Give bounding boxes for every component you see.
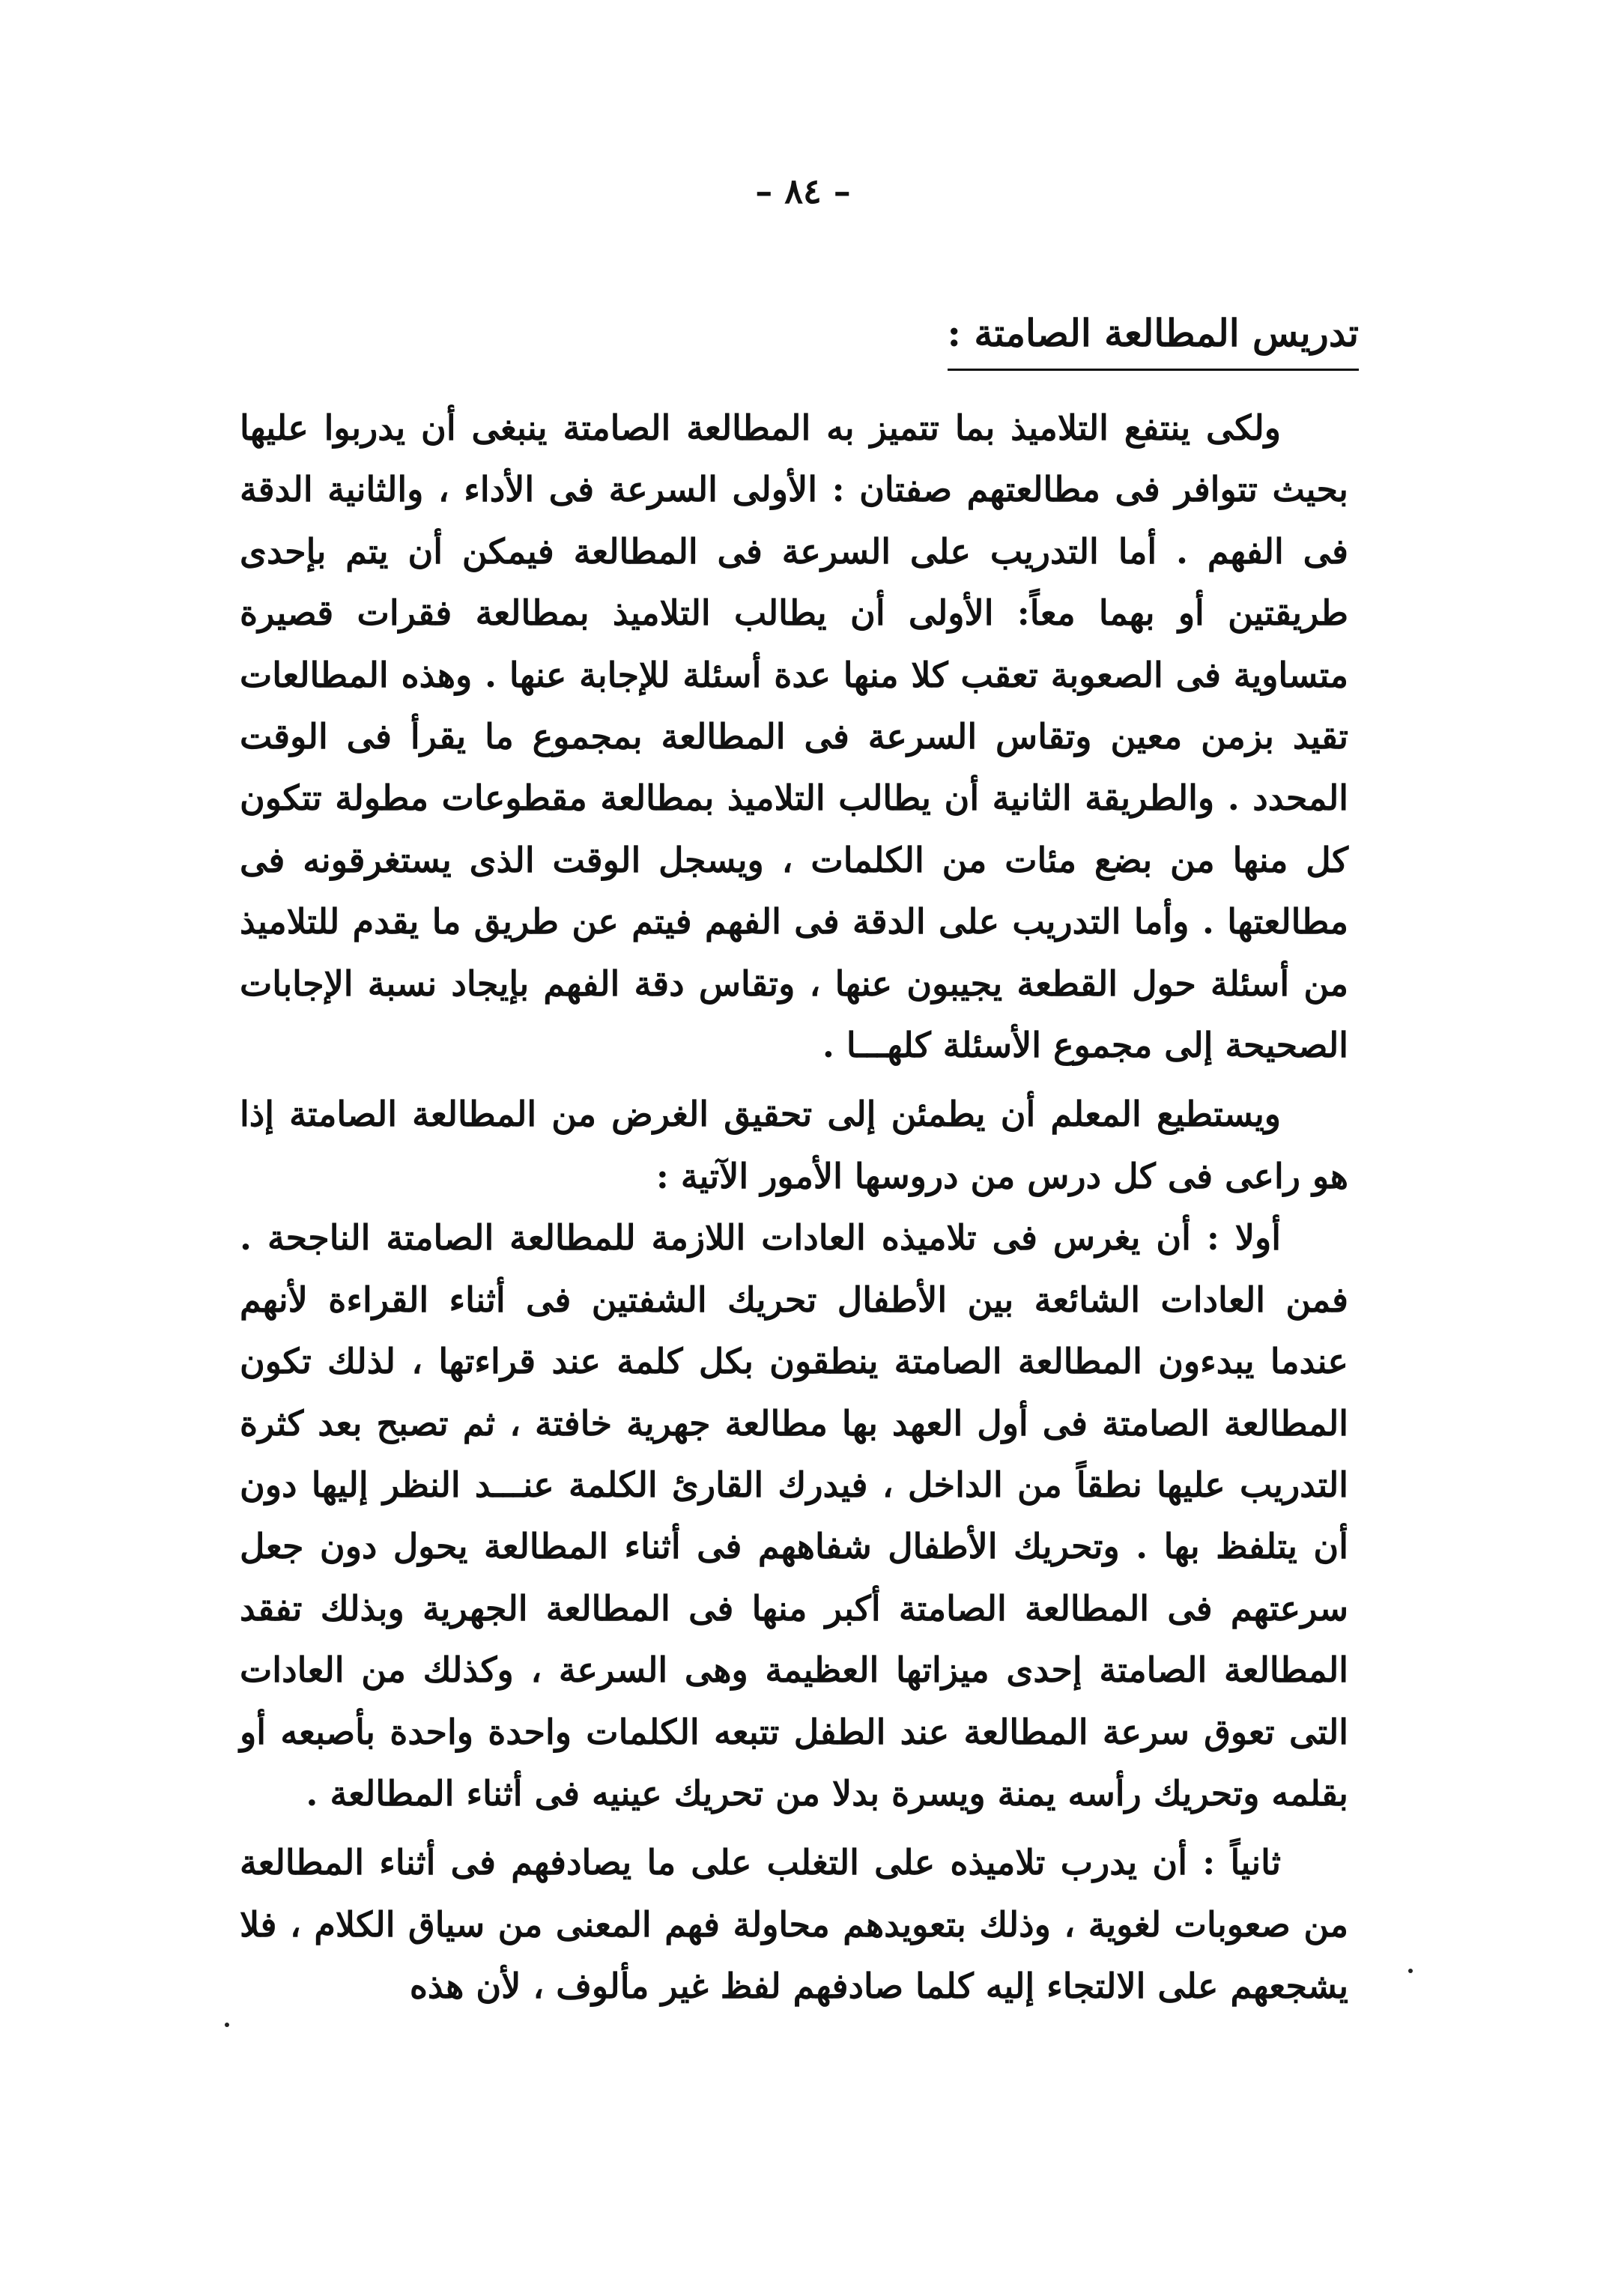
paragraph-teacher-goals: ويستطيع المعلم أن يطمئن إلى تحقيق الغرض من المطالعة الصامتة إذا هو راعى فى كل درس من دروسها الأمور الآتية : — [240, 1094, 1348, 1196]
paragraph-first-point: أولا : أن يغرس فى تلاميذه العادات اللازمة للمطالعة الصامتة الناجحة . فمن العادات الشائعة بين الأطفال تحريك الشفتين فى أثناء القراءة لأنهم عندما يبدءون المطالعة الصامتة ينطقون بكل كلمة عند قراءتها ، لذلك تكون المطالعة الصامتة فى أول العهد بها مطالعة جهرية خافتة ، ثم تصبح بعد كثرة التدريب عليها نطقاً من الداخل ، فيدرك القارئ الكلمة عنـــد النظر إليها دون أن يتلفظ بها . وتحريك الأطفال شفاههم فى أثناء المطالعة يحول دون جعل سرعتهم فى المطالعة الصامتة أكبر منها فى المطالعة الجهرية وبذلك تفقد المطالعة الصامتة إحدى ميزاتها العظيمة وهى السرعة ، وكذلك من العادات التى تعوق سرعة المطالعة عند الطفل تتبعه الكلمات واحدة واحدة بأصبعه أو بقلمه وتحريك رأسه يمنة ويسرة بدلا من تحريك عينيه فى أثناء المطالعة . — [240, 1217, 1348, 1814]
ink-speck — [225, 2023, 229, 2027]
body-text — [240, 397, 1348, 2017]
ink-speck — [1408, 1969, 1413, 1973]
section-heading: تدريس المطالعة الصامتة : — [948, 300, 1360, 371]
paragraph-second-point: ثانياً : أن يدرب تلاميذه على التغلب على ما يصادفهم فى أثناء المطالعة من صعوبات لغوية ، وذلك بتعويدهم محاولة فهم المعنى من سياق الكلام ، فلا يشجعهم على الالتجاء إليه كلما صادفهم لفظ غير مألوف ، لأن هذه — [240, 1842, 1348, 2007]
page-number: – ٨٤ – — [755, 171, 851, 211]
paragraph-silent-reading-training: ولكى ينتفع التلاميذ بما تتميز به المطالعة الصامتة ينبغى أن يدربوا عليها بحيث تتوافر فى مطالعتهم صفتان : الأولى السرعة فى الأداء ، والثانية الدقة فى الفهم . أما التدريب على السرعة فى المطالعة فيمكن أن يتم بإحدى طريقتين أو بهما معاً: الأولى أن يطالب التلاميذ بمطالعة فقرات قصيرة متساوية فى الصعوبة تعقب كلا منها عدة أسئلة للإجابة عنها . وهذه المطالعات تقيد بزمن معين وتقاس السرعة فى المطالعة بمجموع ما يقرأ فى الوقت المحدد . والطريقة الثانية أن يطالب التلاميذ بمطالعة مقطوعات مطولة تتكون كل منها من بضع مئات من الكلمات ، ويسجل الوقت الذى يستغرقونه فى مطالعتها . وأما التدريب على الدقة فى الفهم فيتم عن طريق ما يقدم للتلاميذ من أسئلة حول القطعة يجيبون عنها ، وتقاس دقة الفهم بإيجاد نسبة الإجابات الصحيحة إلى مجموع الأسئلة كلهـــا . — [240, 408, 1348, 1066]
